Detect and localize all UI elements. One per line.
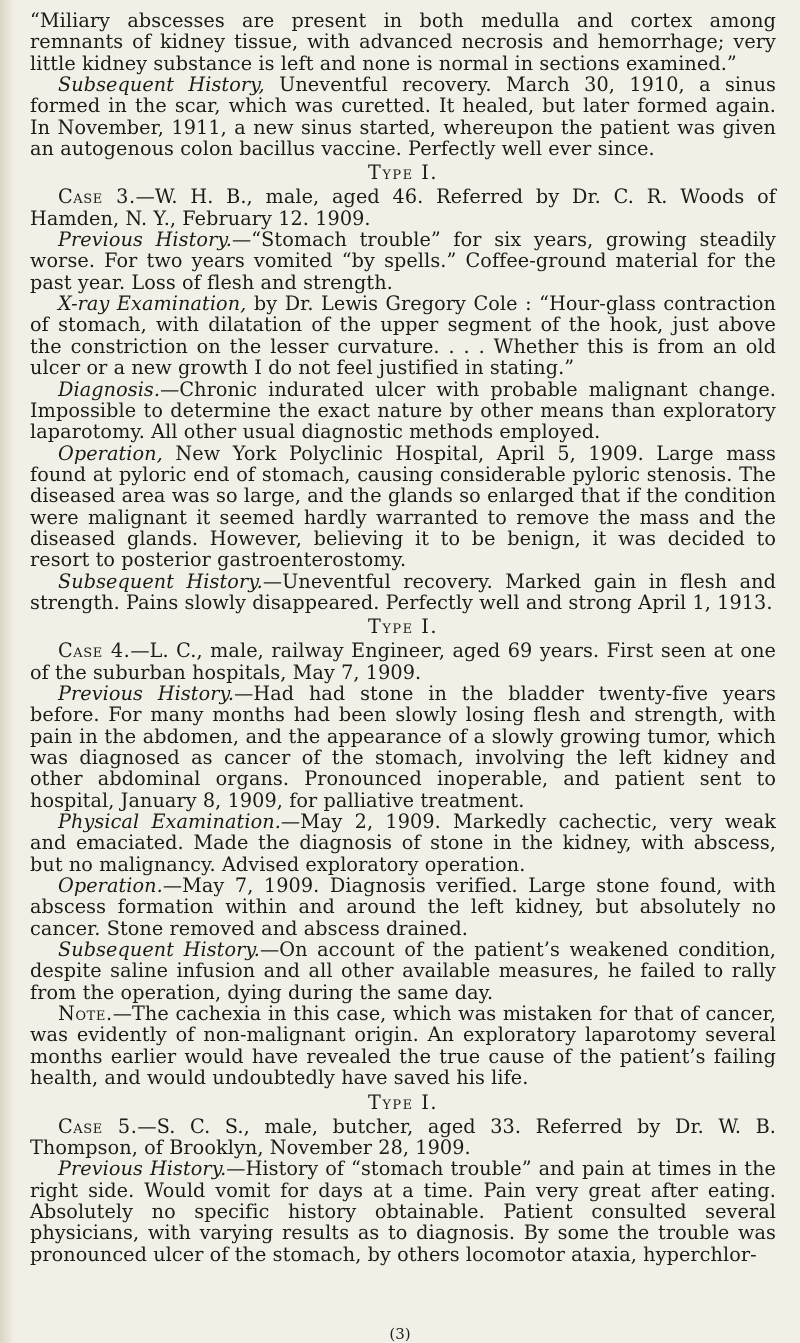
page-number: (3) <box>389 1325 411 1343</box>
paragraph-text: —Had had stone in the bladder twenty-five years before. For many months had been slowly losing flesh and strength, with pain in the abdomen, and the appearance of a slowly growing tumor, which was diagnosed as cancer of the stomach, involving the left kidney and other abdominal organs. Pronounced inoperable, and patient sent to hospital, January 8, 1909, for palliative treatment. <box>30 681 776 812</box>
case-text: —S. C. S., male, butcher, aged 33. Referred by Dr. W. B. Thompson, of Brooklyn, November 28, 1909. <box>30 1114 776 1159</box>
paragraph-text: —May 7, 1909. Diagnosis verified. Large stone found, with abscess formation within and around the left kidney, but absolutely no cancer. Stone removed and abscess drained. <box>30 874 776 940</box>
paragraph-text: —Chronic indurated ulcer with probable malignant change. Impossible to determine the exact nature by other means than exploratory laparotomy. All other usual diagnostic methods employed. <box>30 377 776 444</box>
case-heading <box>30 1116 776 1159</box>
paragraph-text: —“Stomach trouble” for six years, growing steadily worse. For two years vomited “by spells.” Coffee-ground material for the past year. Loss of flesh and strength. <box>30 228 776 294</box>
paragraph-text: —The cachexia in this case, which was mistaken for that of cancer, was evidently of non-malignant origin. An exploratory laparotomy several months earlier would have revealed the true cause of the patient’s failing health, and would undoubtedly have saved his life. <box>30 1002 776 1090</box>
paragraph-text: New York Polyclinic Hospital, April 5, 1909. Large mass found at pyloric end of stomach, causing considerable pyloric stenosis. The diseased area was so large, and the glands so enlarged that if the condition were malignant it seemed hardly warranted to remove the mass and the diseased glands. However, believing it to be benign, it was decided to resort to posterior gastroenterostomy. <box>30 441 776 572</box>
run-in-heading: Subsequent History. <box>58 938 260 962</box>
run-in-heading: Previous History. <box>58 1157 227 1181</box>
paragraph-subsequent-history-case2 <box>30 74 776 159</box>
paragraph-operation <box>30 443 776 571</box>
run-in-heading: X-ray Examination, <box>58 292 247 316</box>
run-in-heading: Previous History. <box>58 228 232 252</box>
type-heading: Type I. <box>368 615 438 639</box>
run-in-heading: Subsequent History, <box>58 73 265 97</box>
case-label: Case 5. <box>58 1114 138 1138</box>
paragraph-text: Uneventful recovery. March 30, 1910, a sinus formed in the scar, which was curetted. It healed, but later formed again. In November, 1911, a new sinus started, whereupon the patient was given an autogenous colon bacillus vaccine. Perfectly well ever since. <box>30 73 776 161</box>
paragraph-text: —On account of the patient’s weakened condition, despite saline infusion and all other available measures, he failed to rally from the operation, dying during the same day. <box>30 938 776 1004</box>
binding-shadow <box>0 0 14 1343</box>
case-heading <box>30 640 776 683</box>
run-in-heading: Operation. <box>58 874 163 898</box>
case-text: —L. C., male, railway Engineer, aged 69 years. First seen at one of the suburban hospitals, May 7, 1909. <box>30 639 776 684</box>
paragraph-text: —History of “stomach trouble” and pain at times in the right side. Would vomit for days at a time. Pain very great after eating. Absolutely no specific history obtainable. Patient consulted several physicians, with varying results as to diagnosis. By some the trouble was pronounced ulcer of the stomach, by others locomotor ataxia, hyperchlor- <box>30 1157 776 1266</box>
paragraph-text: —Uneventful recovery. Marked gain in flesh and strength. Pains slowly disappeared. Perfectly well and strong April 1, 1913. <box>30 569 776 614</box>
paragraph-note <box>30 1003 776 1088</box>
run-in-heading: Operation, <box>58 441 163 465</box>
run-in-heading: Subsequent History. <box>58 569 263 593</box>
paragraph-text: by Dr. Lewis Gregory Cole : “Hour-glass contraction of stomach, with dilatation of the upper segment of the hook, just above the constriction on the lesser curvature. . . . Whether this is from an old ulcer or a new growth I do not feel justified in stating.” <box>30 292 777 380</box>
paragraph-previous-history <box>30 229 776 293</box>
type-heading: Type I. <box>368 1090 438 1114</box>
run-in-heading: Diagnosis. <box>58 377 161 401</box>
paragraph-operation <box>30 875 776 939</box>
run-in-heading: Note. <box>58 1002 113 1026</box>
case-label: Case 4. <box>58 639 131 663</box>
case-label: Case 3. <box>58 185 136 209</box>
pathology-quote: “Miliary abscesses are present in both medulla and cortex among remnants of kidney tissue, with advanced necrosis and hemorrhage; very little kidney substance is left and none is normal in sections examined.” <box>30 9 776 75</box>
run-in-heading: Physical Examination. <box>58 810 281 834</box>
paragraph-physical-examination <box>30 811 776 875</box>
paragraph-previous-history <box>30 1158 776 1265</box>
paragraph-subsequent-history <box>30 939 776 1003</box>
paragraph-diagnosis <box>30 379 776 443</box>
paragraph-subsequent-history <box>30 571 776 614</box>
paragraph-xray <box>30 293 776 378</box>
type-heading: Type I. <box>368 161 438 185</box>
paragraph-text: —May 2, 1909. Markedly cachectic, very weak and emaciated. Made the diagnosis of stone in the kidney, with abscess, but no malignancy. Advised exploratory operation. <box>30 810 776 876</box>
case-heading <box>30 186 776 229</box>
paragraph-previous-history <box>30 683 776 811</box>
run-in-heading: Previous History. <box>58 681 235 705</box>
case-text: —W. H. B., male, aged 46. Referred by Dr. C. R. Woods of Hamden, N. Y., February 12. 1909. <box>30 185 776 230</box>
